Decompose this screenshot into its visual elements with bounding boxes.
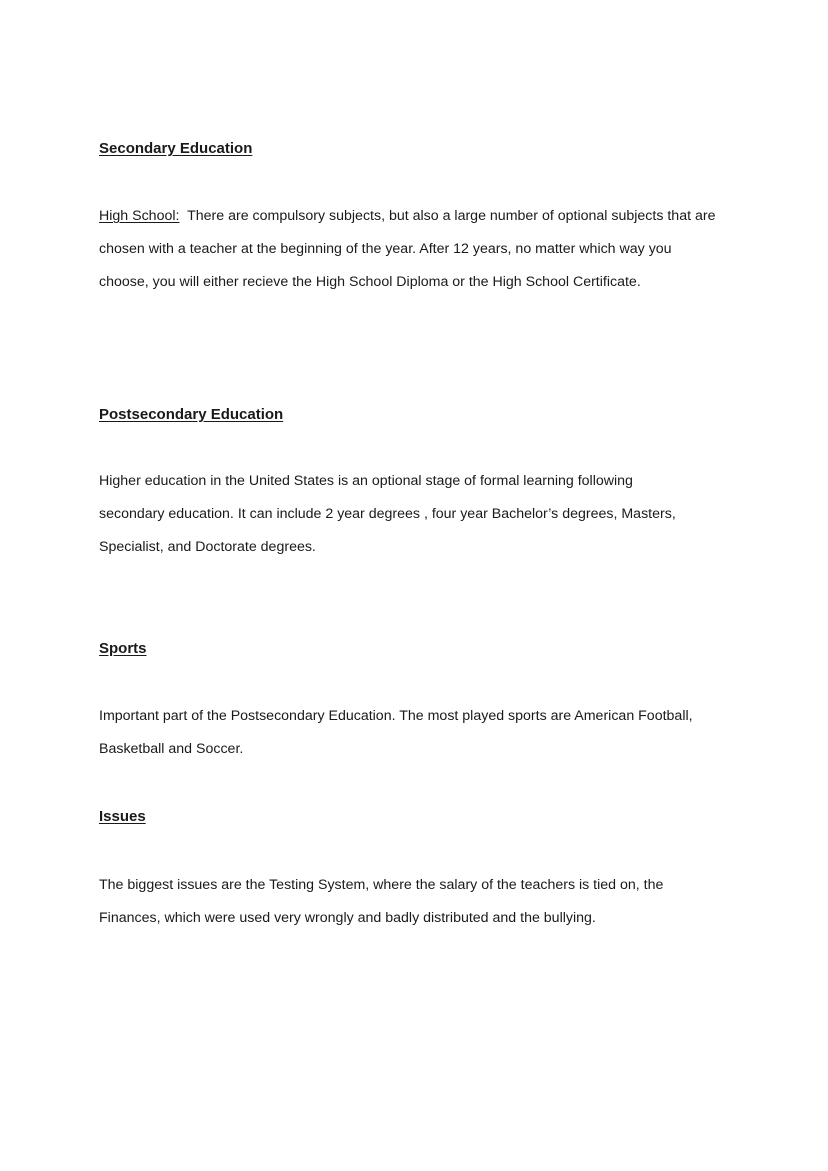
section-sports — [99, 639, 739, 757]
section-heading: Sports — [99, 640, 147, 657]
section-secondary-education — [99, 139, 739, 290]
section-heading: Postsecondary Education — [99, 406, 284, 423]
section-paragraph: Important part of the Postsecondary Education. The most played sports are American Football, Basketball and Soccer. — [99, 708, 693, 757]
paragraph-text: There are compulsory subjects, but also a large number of optional subjects that are chosen with a teacher at the beginning of the year. After 12 years, no matter which way you choose, you will either recieve the High School Diploma or the High School Certificate. — [99, 208, 716, 290]
paragraph-lead-label: High School: — [99, 208, 180, 224]
section-postsecondary-education — [99, 405, 739, 555]
section-issues — [99, 807, 739, 926]
section-paragraph — [99, 200, 719, 298]
section-heading: Secondary Education — [99, 140, 253, 157]
section-paragraph: The biggest issues are the Testing System, where the salary of the teachers is tied on, the Finances, which were used very wrongly and badly distributed and the bullying. — [99, 877, 664, 926]
section-paragraph: Higher education in the United States is an optional stage of formal learning following secondary education. It can include 2 year degrees , four year Bachelor’s degrees, Masters, Specialist, and Doctorate degrees. — [99, 473, 676, 555]
section-heading: Issues — [99, 808, 146, 825]
